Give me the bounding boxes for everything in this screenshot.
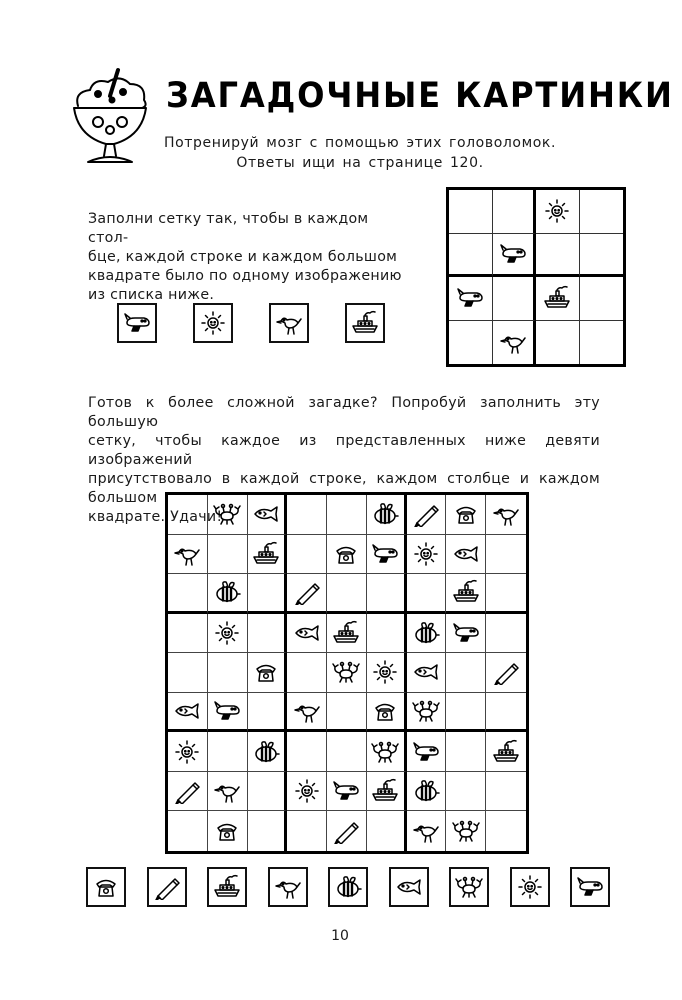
grid-cell[interactable] [168,693,208,733]
grid-cell[interactable] [327,693,367,733]
grid-cell[interactable] [208,772,248,812]
crab-icon [411,698,441,724]
grid-cell[interactable] [248,614,288,654]
grid-cell[interactable] [486,732,526,772]
crab-icon [331,659,361,685]
grid-cell[interactable] [536,234,580,278]
phone-icon [370,698,400,724]
fish-icon [172,698,202,724]
grid-cell[interactable] [208,574,248,614]
grid-cell[interactable] [493,321,537,365]
phone-icon [331,541,361,567]
grid-cell[interactable] [446,614,486,654]
plane-icon [212,698,242,724]
pencil-icon [292,579,322,605]
grid-cell[interactable] [287,811,327,851]
grid-cell[interactable] [407,811,447,851]
pencil-icon [491,659,521,685]
legend-item-bee [328,867,368,907]
grid-cell[interactable] [248,772,288,812]
grid-cell[interactable] [486,772,526,812]
grid-cell[interactable] [248,495,288,535]
grid-cell[interactable] [367,772,407,812]
crab-icon [370,739,400,765]
grid-cell[interactable] [407,574,447,614]
grid-cell[interactable] [486,653,526,693]
plane-icon [411,739,441,765]
grid-cell[interactable] [367,574,407,614]
grid-cell[interactable] [446,811,486,851]
large-puzzle-legend [86,867,610,907]
ship-icon [370,778,400,804]
grid-cell[interactable] [407,772,447,812]
sun-icon [292,778,322,804]
grid-cell[interactable] [208,535,248,575]
ice-cream-sundae-illustration [68,66,152,168]
legend-item-crab [449,867,489,907]
small-puzzle-legend [117,303,385,343]
grid-cell[interactable] [287,653,327,693]
grid-cell[interactable] [493,234,537,278]
large-sudoku-grid [165,492,529,854]
legend-item-bird [269,303,309,343]
grid-cell[interactable] [449,190,493,234]
fish-icon [292,620,322,646]
grid-cell[interactable] [208,614,248,654]
grid-cell[interactable] [327,653,367,693]
instruction-line: присутствовало в каждой строке, каждом столбце и каждом большом [88,471,600,506]
grid-cell[interactable] [168,614,208,654]
fish-icon [251,501,281,527]
grid-cell[interactable] [367,811,407,851]
legend-item-phone [86,867,126,907]
bird-icon [292,698,322,724]
grid-cell[interactable] [248,535,288,575]
bird-icon [212,778,242,804]
ship-icon [542,285,572,311]
bee-icon [411,620,441,646]
sun-icon [542,198,572,224]
grid-cell[interactable] [446,495,486,535]
legend-item-plane [117,303,157,343]
grid-cell[interactable] [208,693,248,733]
plane-icon [575,874,605,900]
grid-cell[interactable] [367,732,407,772]
bird-icon [172,541,202,567]
grid-cell[interactable] [446,574,486,614]
grid-cell[interactable] [168,495,208,535]
grid-cell[interactable] [327,495,367,535]
plane-icon [331,778,361,804]
grid-cell[interactable] [327,574,367,614]
grid-cell[interactable] [486,811,526,851]
ship-icon [212,874,242,900]
phone-icon [251,659,281,685]
grid-cell[interactable] [168,653,208,693]
bird-icon [491,501,521,527]
bird-icon [273,874,303,900]
legend-item-fish [389,867,429,907]
grid-cell[interactable] [248,574,288,614]
legend-item-ship [345,303,385,343]
grid-cell[interactable] [580,234,624,278]
legend-item-ship [207,867,247,907]
grid-cell[interactable] [449,234,493,278]
sun-icon [212,620,242,646]
grid-cell[interactable] [407,693,447,733]
small-puzzle-instructions [88,210,406,305]
grid-cell[interactable] [536,321,580,365]
grid-cell[interactable] [493,190,537,234]
grid-cell[interactable] [449,277,493,321]
sun-icon [198,310,228,336]
bird-icon [274,310,304,336]
grid-cell[interactable] [208,811,248,851]
subtitle-line: Ответы ищи на странице 120. [236,155,484,171]
fish-icon [394,874,424,900]
grid-cell[interactable] [446,732,486,772]
grid-cell[interactable] [580,277,624,321]
instruction-line: из списка ниже. [88,287,215,303]
grid-cell[interactable] [493,277,537,321]
page-title: ЗАГАДОЧНЫЕ КАРТИНКИ [166,76,674,116]
sun-icon [411,541,441,567]
grid-cell[interactable] [446,653,486,693]
grid-cell[interactable] [486,574,526,614]
grid-cell[interactable] [407,614,447,654]
grid-cell[interactable] [367,614,407,654]
grid-cell[interactable] [367,653,407,693]
grid-cell[interactable] [446,535,486,575]
pencil-icon [172,778,202,804]
grid-cell[interactable] [327,772,367,812]
grid-cell[interactable] [446,693,486,733]
grid-cell[interactable] [407,495,447,535]
grid-cell[interactable] [168,811,208,851]
grid-cell[interactable] [446,772,486,812]
grid-cell[interactable] [287,614,327,654]
grid-cell[interactable] [486,535,526,575]
sun-icon [515,874,545,900]
ship-icon [350,310,380,336]
legend-item-plane [570,867,610,907]
grid-cell[interactable] [248,732,288,772]
page-number: 10 [331,928,349,944]
plane-icon [122,310,152,336]
grid-cell[interactable] [407,653,447,693]
grid-cell[interactable] [287,535,327,575]
grid-cell[interactable] [580,190,624,234]
plane-icon [370,541,400,567]
phone-icon [91,874,121,900]
phone-icon [212,818,242,844]
grid-cell[interactable] [168,732,208,772]
grid-cell[interactable] [327,811,367,851]
grid-cell[interactable] [248,693,288,733]
bird-icon [411,818,441,844]
grid-cell[interactable] [536,277,580,321]
grid-cell[interactable] [367,495,407,535]
legend-item-pencil [147,867,187,907]
bee-icon [212,579,242,605]
crab-icon [451,818,481,844]
grid-cell[interactable] [287,732,327,772]
fish-icon [451,541,481,567]
bee-icon [333,874,363,900]
instruction-line: бце, каждой строке и каждом большом [88,249,398,265]
plane-icon [451,620,481,646]
bee-icon [411,778,441,804]
plane-icon [498,241,528,267]
crab-icon [212,501,242,527]
subtitle-line: Потренируй мозг с помощью этих головоломок. [163,135,557,151]
small-sudoku-grid [446,187,626,367]
ship-icon [491,739,521,765]
ship-icon [251,541,281,567]
grid-cell[interactable] [248,811,288,851]
grid-cell[interactable] [486,614,526,654]
bee-icon [251,739,281,765]
grid-cell[interactable] [287,574,327,614]
grid-cell[interactable] [168,535,208,575]
grid-cell[interactable] [367,535,407,575]
plane-icon [455,285,485,311]
grid-cell[interactable] [486,693,526,733]
grid-cell[interactable] [208,653,248,693]
legend-item-sun [510,867,550,907]
instruction-line: Заполни сетку так, чтобы в каждом стол- [88,211,369,246]
grid-cell[interactable] [327,614,367,654]
pencil-icon [152,874,182,900]
fish-icon [411,659,441,685]
legend-item-bird [268,867,308,907]
instruction-line: квадрате. Удачи! [88,509,223,525]
grid-cell[interactable] [208,495,248,535]
grid-cell[interactable] [486,495,526,535]
grid-cell[interactable] [536,190,580,234]
sun-icon [172,739,202,765]
grid-cell[interactable] [407,535,447,575]
legend-item-sun [193,303,233,343]
grid-cell[interactable] [327,732,367,772]
grid-cell[interactable] [367,693,407,733]
crab-icon [454,874,484,900]
pencil-icon [331,818,361,844]
instruction-line: сетку, чтобы каждое из представленных ниже девяти изображений [88,433,600,468]
grid-cell[interactable] [287,772,327,812]
grid-cell[interactable] [287,693,327,733]
instruction-line: квадрате было по одному изображению [88,268,402,284]
bird-icon [498,329,528,355]
page-subtitle [160,133,560,173]
ship-icon [451,579,481,605]
grid-cell[interactable] [580,321,624,365]
grid-cell[interactable] [449,321,493,365]
ship-icon [331,620,361,646]
instruction-line: Готов к более сложной загадке? Попробуй заполнить эту большую [88,395,600,430]
grid-cell[interactable] [168,772,208,812]
bee-icon [370,501,400,527]
phone-icon [451,501,481,527]
grid-cell[interactable] [287,495,327,535]
grid-cell[interactable] [168,574,208,614]
grid-cell[interactable] [327,535,367,575]
grid-cell[interactable] [407,732,447,772]
grid-cell[interactable] [248,653,288,693]
grid-cell[interactable] [208,732,248,772]
sun-icon [370,659,400,685]
pencil-icon [411,501,441,527]
